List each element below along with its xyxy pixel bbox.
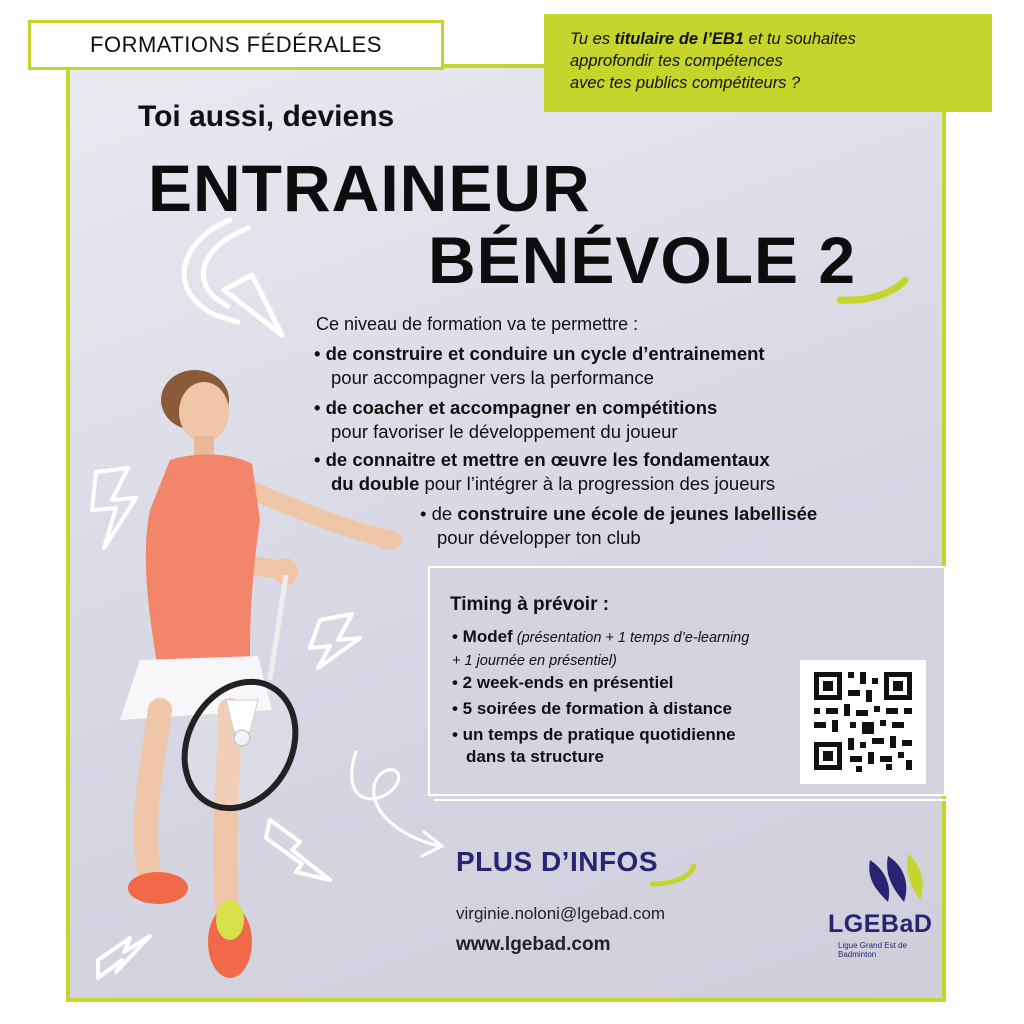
timing-item	[452, 698, 732, 720]
timing-item	[452, 724, 736, 768]
objective-item	[314, 448, 775, 496]
tagline-text: approfondir tes compétences	[570, 52, 783, 70]
objective-title: • de construire et conduire un cycle d’entrainement	[314, 343, 765, 364]
timing-item-bold: • Modef	[452, 627, 513, 646]
objective-title: • de coacher et accompagner en compétitions	[314, 397, 718, 418]
objective-title: construire une école de jeunes labellisée	[457, 503, 818, 524]
objective-item	[314, 342, 765, 390]
formations-tag: FORMATIONS FÉDÉRALES	[28, 20, 444, 70]
timing-item-bold: • un temps de pratique quotidienne	[452, 725, 736, 744]
objective-prefix: • de	[420, 503, 458, 524]
timing-item-note: (présentation + 1 temps d’e-learning	[512, 630, 750, 646]
objective-detail: pour l’intégrer à la progression des joueurs	[419, 473, 776, 494]
title-kicker: Toi aussi, deviens	[138, 100, 395, 133]
logo-subtitle: Ligue Grand Est de Badminton	[838, 941, 907, 959]
title-line-2: BÉNÉVOLE 2	[428, 223, 857, 297]
tagline-text: et tu souhaites	[743, 30, 856, 48]
objective-title: • de connaitre et mettre en œuvre les fondamentaux	[314, 449, 770, 470]
tagline-bold: titulaire de l’EB1	[614, 30, 744, 48]
contact-email-link[interactable]: virginie.noloni@lgebad.com	[456, 904, 666, 923]
title-line-1: ENTRAINEUR	[148, 151, 591, 225]
objective-detail: pour accompagner vers la performance	[331, 367, 654, 388]
objective-item	[420, 502, 817, 550]
timing-item-bold: • 5 soirées de formation à distance	[452, 699, 732, 718]
more-info-heading: PLUS D’INFOS	[456, 846, 659, 877]
intro-tagline	[544, 14, 992, 112]
objective-title: du double	[331, 473, 420, 494]
intro-text: Ce niveau de formation va te permettre :	[316, 314, 639, 334]
qr-code-icon[interactable]	[800, 660, 926, 784]
objective-detail: pour favoriser le développement du joueur	[331, 421, 678, 442]
logo-name: LGEBaD	[828, 910, 933, 938]
timing-item-bold: dans ta structure	[466, 747, 604, 766]
objective-item	[314, 396, 717, 444]
timing-item-note: + 1 journée en présentiel)	[452, 653, 617, 669]
tagline-text: avec tes publics compétiteurs ?	[570, 74, 801, 92]
timing-item	[452, 672, 673, 694]
timing-item	[452, 626, 749, 672]
timing-title: Timing à prévoir :	[450, 594, 610, 615]
tagline-text: Tu es	[570, 30, 615, 48]
website-link[interactable]: www.lgebad.com	[456, 934, 611, 955]
objective-detail: pour développer ton club	[437, 527, 641, 548]
timing-item-bold: • 2 week-ends en présentiel	[452, 673, 674, 692]
